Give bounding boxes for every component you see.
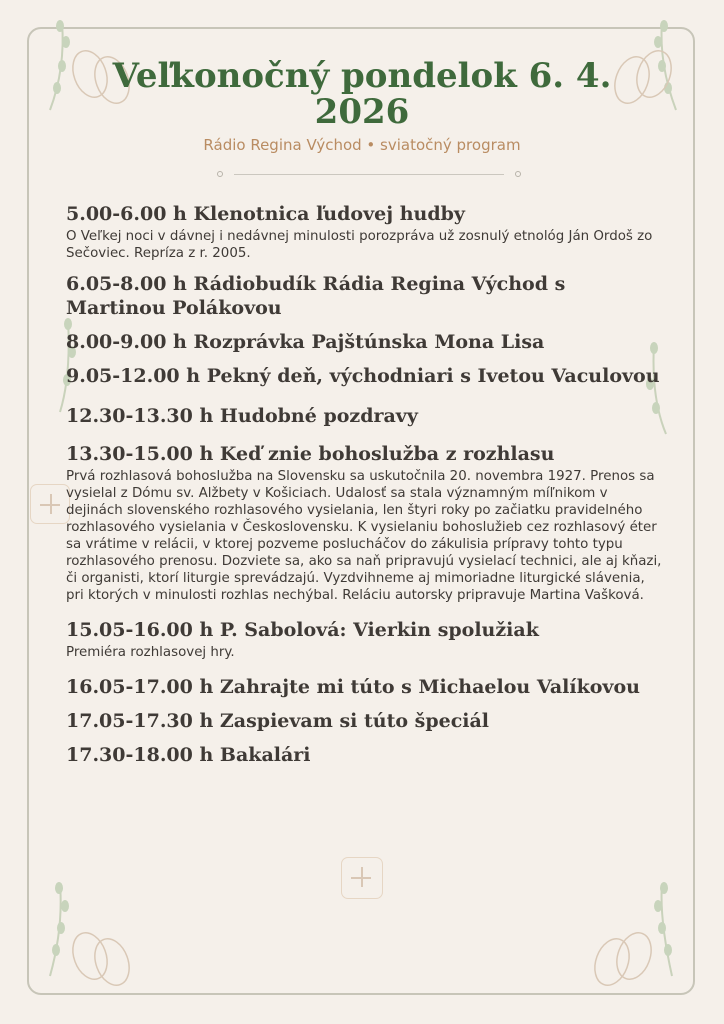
slot-heading: 9.05-12.00 h Pekný deň, východniari s Ivetou Vaculovou — [66, 365, 660, 387]
slot-heading: 6.05-8.00 h Rádiobudík Rádia Regina Východ s Martinou Polákovou — [66, 273, 566, 319]
slot-heading: 17.05-17.30 h Zaspievam si túto špeciál — [66, 710, 490, 732]
divider-dot — [217, 171, 223, 177]
plus-icon — [341, 857, 383, 899]
slot-description: Premiéra rozhlasovej hry. — [66, 645, 235, 660]
slot-heading: 8.00-9.00 h Rozprávka Pajštúnska Mona Lisa — [66, 331, 545, 353]
slot-heading: 12.30-13.30 h Hudobné pozdravy — [66, 405, 418, 427]
slot-description: O Veľkej noci v dávnej i nedávnej minulosti porozpráva už zosnulý etnológ Ján Ordoš zo Sečoviec. Repríza z r. 2005. — [66, 229, 653, 261]
slot-heading: 17.30-18.00 h Bakalári — [66, 744, 311, 766]
program-slot — [66, 364, 666, 388]
divider-dot — [515, 171, 521, 177]
program-slot — [66, 442, 666, 604]
program-slot — [66, 202, 666, 262]
slot-description: Prvá rozhlasová bohoslužba na Slovensku sa uskutočnila 20. novembra 1927. Prenos sa vysielal z Dómu sv. Alžbety v Košiciach. Udalosť sa stala významným míľnikom v dejinách slovenského rozhlasového vysielania, len štyri roky po začiatku pravidelného rozhlasového vysielania v Československu. K vysielaniu bohoslužieb cez rozhlasový éter sa vrátime v relácii, v ktorej pozveme poslucháčov do zákulisia prípravy tohto typu rozhlasového prenosu. Dozviete sa, ako sa naň pripravujú vysielací technici, ale aj kňazi, či organisti, ktorí liturgie sprevádzajú. Vyzdvihneme aj mimoriadne liturgické slávenia, pri ktorých v minulosti rozhlas nechýbal. Reláciu autorsky pripravuje Martina Vašková. — [66, 469, 662, 603]
title-divider — [214, 168, 524, 182]
program-slot — [66, 404, 666, 428]
program-slot — [66, 675, 666, 699]
slot-heading: 5.00-6.00 h Klenotnica ľudovej hudby — [66, 203, 465, 225]
program-list — [66, 202, 666, 777]
program-slot — [66, 743, 666, 767]
program-slot — [66, 272, 666, 320]
slot-heading: 15.05-16.00 h P. Sabolová: Vierkin spolužiak — [66, 619, 539, 641]
page-subtitle: Rádio Regina Východ • sviatočný program — [203, 136, 521, 154]
plus-icon — [30, 484, 70, 524]
program-slot — [66, 330, 666, 354]
willow-branch-icon — [40, 880, 140, 990]
page-title: Veľkonočný pondelok 6. 4. 2026 — [112, 56, 612, 132]
program-slot — [66, 618, 666, 661]
program-slot — [66, 709, 666, 733]
slot-heading: 16.05-17.00 h Zahrajte mi túto s Michaelou Valíkovou — [66, 676, 640, 698]
willow-branch-icon — [590, 880, 690, 990]
slot-heading: 13.30-15.00 h Keď znie bohoslužba z rozhlasu — [66, 443, 555, 465]
